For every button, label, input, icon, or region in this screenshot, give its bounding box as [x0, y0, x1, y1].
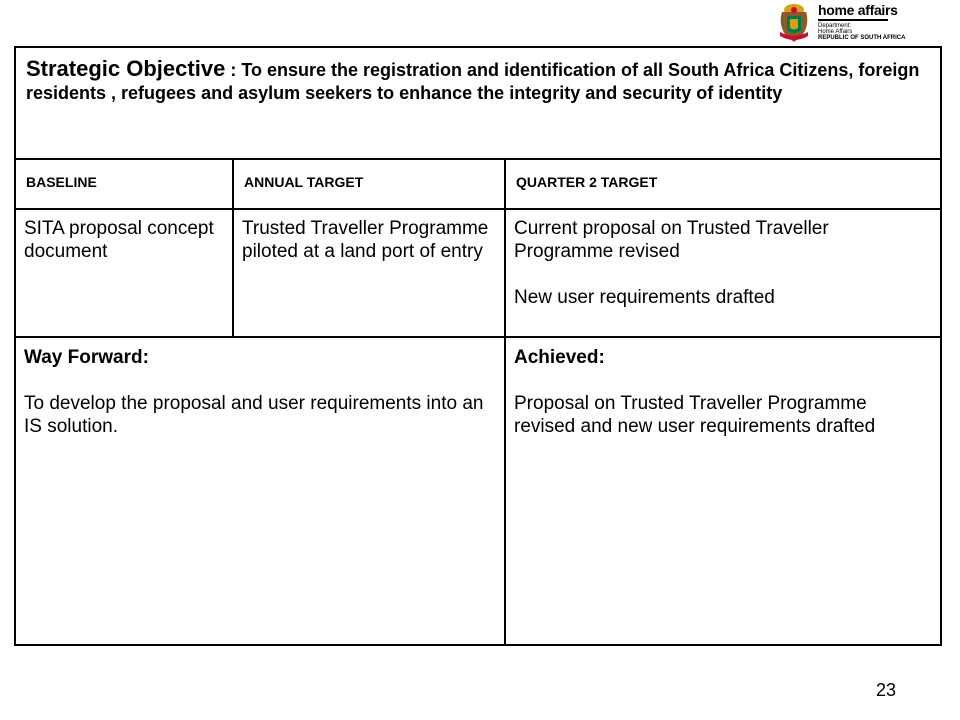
quarter-target-item-2: New user requirements drafted: [514, 287, 775, 308]
page-number: 23: [876, 680, 897, 700]
header-annual-target: ANNUAL TARGET: [233, 159, 505, 209]
way-forward-cell: [15, 337, 505, 645]
logo-dept-line3: REPUBLIC OF SOUTH AFRICA: [818, 35, 906, 41]
way-forward-text: To develop the proposal and user requirements into an IS solution.: [24, 393, 484, 437]
quarter-target-item-1: Current proposal on Trusted Traveller Programme revised: [514, 218, 829, 262]
header-baseline: BASELINE: [15, 159, 233, 209]
achieved-cell: [505, 337, 941, 645]
achieved-text: Proposal on Trusted Traveller Programme revised and new user requirements drafted: [514, 393, 876, 437]
baseline-cell: SITA proposal concept document: [15, 209, 233, 337]
achieved-label: Achieved:: [514, 347, 605, 368]
objective-separator: :: [225, 60, 242, 80]
logo-brand: home affairs: [818, 2, 898, 18]
coat-of-arms-icon: [774, 2, 814, 44]
home-affairs-logo: [774, 2, 924, 44]
header-quarter-target: QUARTER 2 TARGET: [505, 159, 941, 209]
logo-dept-line1: Department:: [818, 23, 852, 29]
way-forward-label: Way Forward:: [24, 347, 149, 368]
objective-table: [14, 46, 942, 646]
objective-prefix: Strategic Objective: [26, 56, 226, 81]
quarter-target-cell: [505, 209, 941, 337]
logo-divider: [818, 19, 888, 21]
logo-dept-line2: Home Affairs: [818, 29, 853, 35]
annual-target-cell: Trusted Traveller Programme piloted at a land port of entry: [233, 209, 505, 337]
objective-cell: [15, 47, 941, 159]
objective-text: To ensure the registration and identification of all South Africa Citizens, foreign residents , refugees and asylum seekers to enhance the integrity and security of identity: [26, 60, 920, 103]
